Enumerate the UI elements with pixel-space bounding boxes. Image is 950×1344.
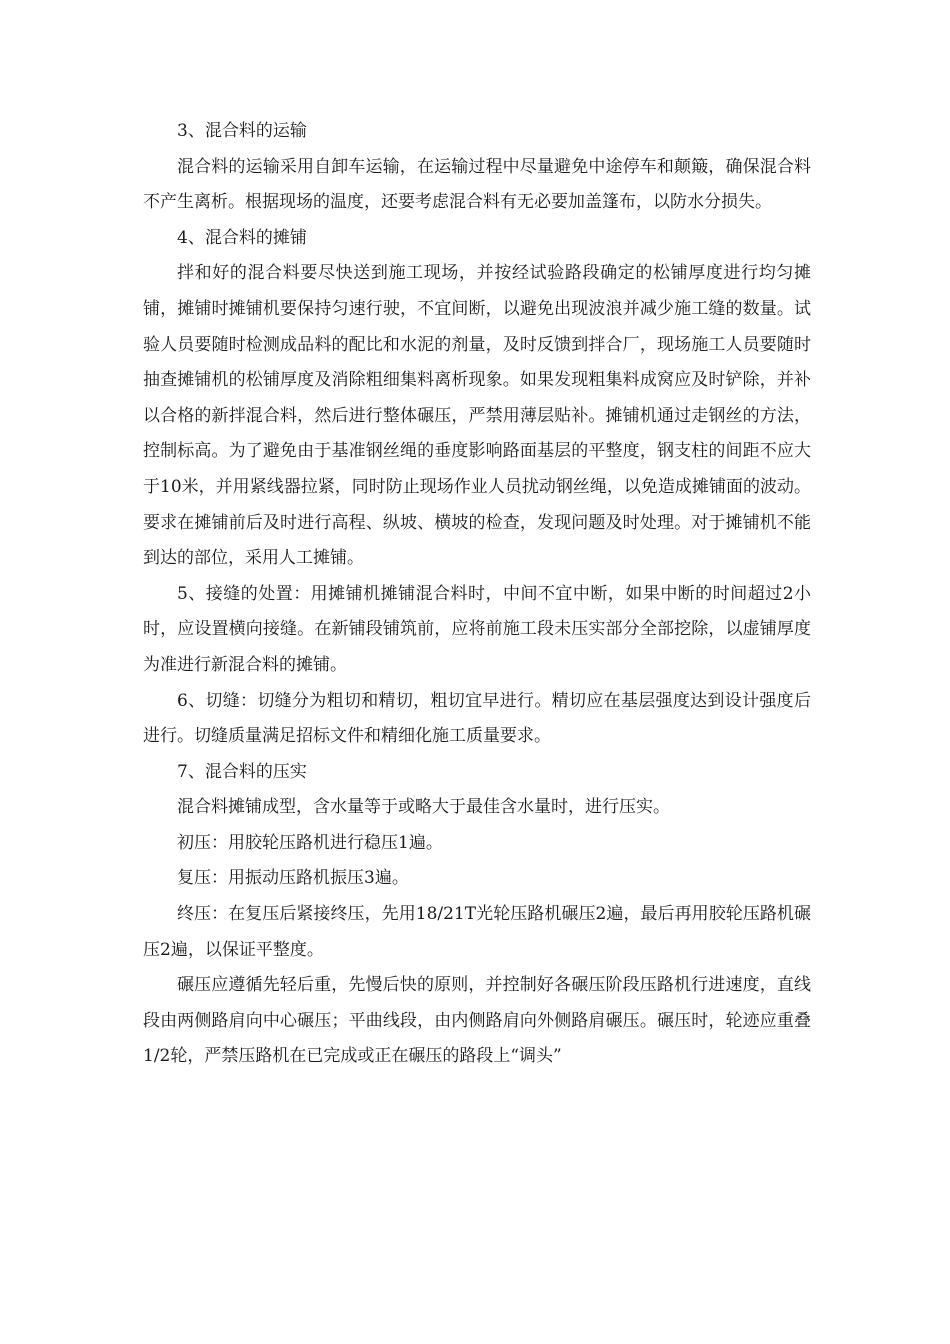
heading-transport: 3、混合料的运输 bbox=[177, 121, 307, 141]
paragraph-paving: 拌和好的混合料要尽快送到施工现场，并按经试验路段确定的松铺厚度进行均匀摊铺，摊铺时摊铺机要保持匀速行驶，不宜间断，以避免出现波浪并减少施工缝的数量。试验人员要随时检测成品料的配比和水泥的剂量，及时反馈到拌合厂，现场施工人员要随时抽查摊铺机的松铺厚度及消除粗细集料离析现象。如果发现粗集料成窝应及时铲除，并补以合格的新拌混合料，然后进行整体碾压，严禁用薄层贴补。摊铺机通过走钢丝的方法，控制标高。为了避免由于基准钢丝绳的垂度影响路面基层的平整度，钢支柱的间距不应大于10米，并用紧线器拉紧，同时防止现场作业人员扰动钢丝绳，以免造成摊铺面的波动。要求在摊铺前后及时进行高程、纵坡、横坡的检查，发现问题及时处理。对于摊铺机不能到达的部位，采用人工摊铺。 bbox=[143, 263, 811, 569]
paragraph-final-pressing: 终压：在复压后紧接终压，先用18/21T光轮压路机碾压2遍，最后再用胶轮压路机碾压2遍，以保证平整度。 bbox=[143, 904, 811, 960]
paragraph-re-pressing: 复压：用振动压路机振压3遍。 bbox=[177, 868, 409, 889]
heading-paving: 4、混合料的摊铺 bbox=[177, 227, 307, 248]
paragraph-transport: 混合料的运输采用自卸车运输，在运输过程中尽量避免中途停车和颠簸，确保混合料不产生离析。根据现场的温度，还要考虑混合料有无必要加盖篷布，以防水分损失。 bbox=[143, 156, 811, 213]
document-body bbox=[143, 114, 811, 1075]
paragraph-joint-treatment: 5、接缝的处置：用摊铺机摊铺混合料时，中间不宜中断，如果中断的时间超过2小时，应设置横向接缝。在新铺段铺筑前，应将前施工段未压实部分全部挖除，以虚铺厚度为准进行新混合料的摊铺。 bbox=[143, 583, 811, 675]
paragraph-rolling-principles: 碾压应遵循先轻后重，先慢后快的原则，并控制好各碾压阶段压路机行进速度，直线段由两侧路肩向中心碾压；平曲线段，由内侧路肩向外侧路肩碾压。碾压时，轮迹应重叠1/2轮，严禁压路机在已完成或正在碾压的路段上“调头” bbox=[143, 975, 811, 1067]
paragraph-compaction-intro: 混合料摊铺成型，含水量等于或略大于最佳含水量时，进行压实。 bbox=[177, 797, 670, 818]
paragraph-initial-pressing: 初压：用胶轮压路机进行稳压1遍。 bbox=[177, 832, 443, 853]
heading-compaction: 7、混合料的压实 bbox=[177, 761, 307, 782]
paragraph-joint-cutting: 6、切缝：切缝分为粗切和精切，粗切宜早进行。精切应在基层强度达到设计强度后进行。切缝质量满足招标文件和精细化施工质量要求。 bbox=[143, 690, 811, 747]
